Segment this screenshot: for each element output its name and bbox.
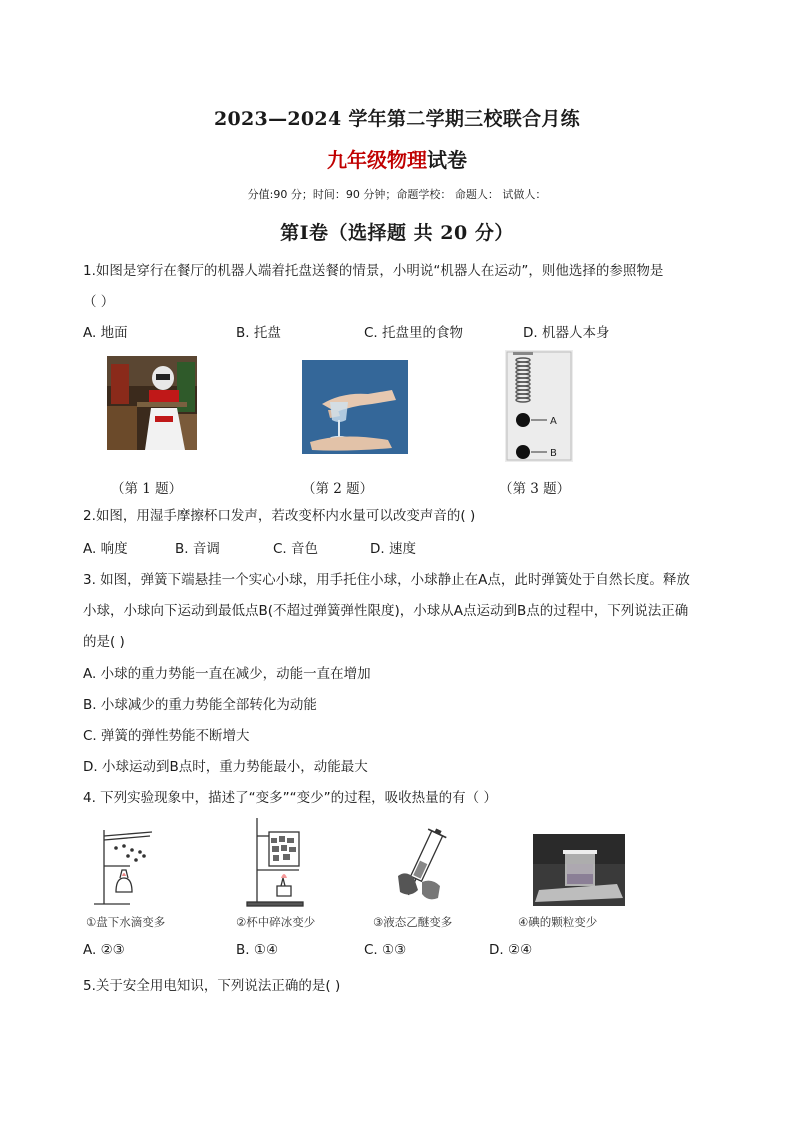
robot-photo [107, 356, 197, 450]
plate-water-drops-diagram [90, 826, 162, 908]
q3-option-d: D. 小球运动到B点时，重力势能最小，动能最大 [83, 759, 368, 775]
q4-figure-caption-1: ①盘下水滴变多 [86, 915, 166, 929]
section-heading: 第Ⅰ卷（选择题 共 20 分） [280, 222, 514, 244]
spring-ball-diagram [505, 350, 573, 462]
exam-info: 分值:90 分；时间：90 分钟；命题学校： 命题人： 试做人： [247, 188, 547, 201]
q2-option-a: A. 响度 [83, 541, 128, 557]
q3-option-b: B. 小球减少的重力势能全部转化为动能 [83, 697, 317, 713]
q2-option-c: C. 音色 [273, 541, 319, 557]
q5-stem: 5.关于安全用电知识，下列说法正确的是( ) [83, 978, 341, 994]
q1-option-d: D. 机器人本身 [523, 325, 610, 341]
q4-option-c: C. ①③ [364, 942, 407, 958]
spring-label-b: B [550, 448, 557, 459]
q1-stem-line2: （ ） [83, 294, 115, 310]
q4-option-b: B. ①④ [236, 942, 279, 958]
q4-option-d: D. ②④ [489, 942, 533, 958]
q1-option-a: A. 地面 [83, 325, 128, 341]
q3-option-a: A. 小球的重力势能一直在减少，动能一直在增加 [83, 666, 371, 682]
figure-caption-1: （第 1 题） [111, 481, 183, 497]
subtitle-suffix: 试卷 [427, 148, 467, 172]
subject-name: 九年级物理 [327, 148, 427, 172]
q1-stem-line1: 1.如图是穿行在餐厅的机器人端着托盘送餐的情景，小明说“机器人在运动”，则他选择的参照物是 [83, 263, 664, 279]
iodine-photo [533, 834, 625, 906]
q4-option-a: A. ②③ [83, 942, 125, 958]
q4-stem: 4. 下列实验现象中，描述了“变多”“变少”的过程，吸收热量的有（ ） [83, 790, 497, 806]
q1-option-b: B. 托盘 [236, 325, 281, 341]
q2-option-b: B. 音调 [175, 541, 220, 557]
q3-option-c: C. 弹簧的弹性势能不断增大 [83, 728, 250, 744]
q3-stem-line2: 小球，小球向下运动到最低点B(不超过弹簧弹性限度)，小球从A点运动到B点的过程中，下列说法正确 [83, 603, 689, 619]
beaker-ice-diagram [243, 816, 319, 908]
syringe-diagram [392, 826, 452, 908]
exam-title: 2023—2024 学年第二学期三校联合月练 [214, 108, 580, 130]
q1-option-c: C. 托盘里的食物 [364, 325, 464, 341]
q2-option-d: D. 速度 [370, 541, 416, 557]
q2-stem: 2.如图，用湿手摩擦杯口发声，若改变杯内水量可以改变声音的( ) [83, 508, 476, 524]
exam-subtitle [0, 144, 794, 173]
spring-label-a: A [550, 416, 557, 427]
figure-caption-3: （第 3 题） [499, 481, 571, 497]
q4-figure-caption-2: ②杯中碎冰变少 [236, 915, 316, 929]
q4-figure-caption-4: ④碘的颗粒变少 [518, 915, 598, 929]
glass-photo [302, 360, 408, 454]
q3-stem-line3: 的是( ) [83, 634, 125, 650]
figure-caption-2: （第 2 题） [302, 481, 374, 497]
q4-figure-caption-3: ③液态乙醚变多 [373, 915, 453, 929]
q3-stem-line1: 3. 如图，弹簧下端悬挂一个实心小球，用手托住小球，小球静止在A点，此时弹簧处于自然长度。释放 [83, 572, 690, 588]
